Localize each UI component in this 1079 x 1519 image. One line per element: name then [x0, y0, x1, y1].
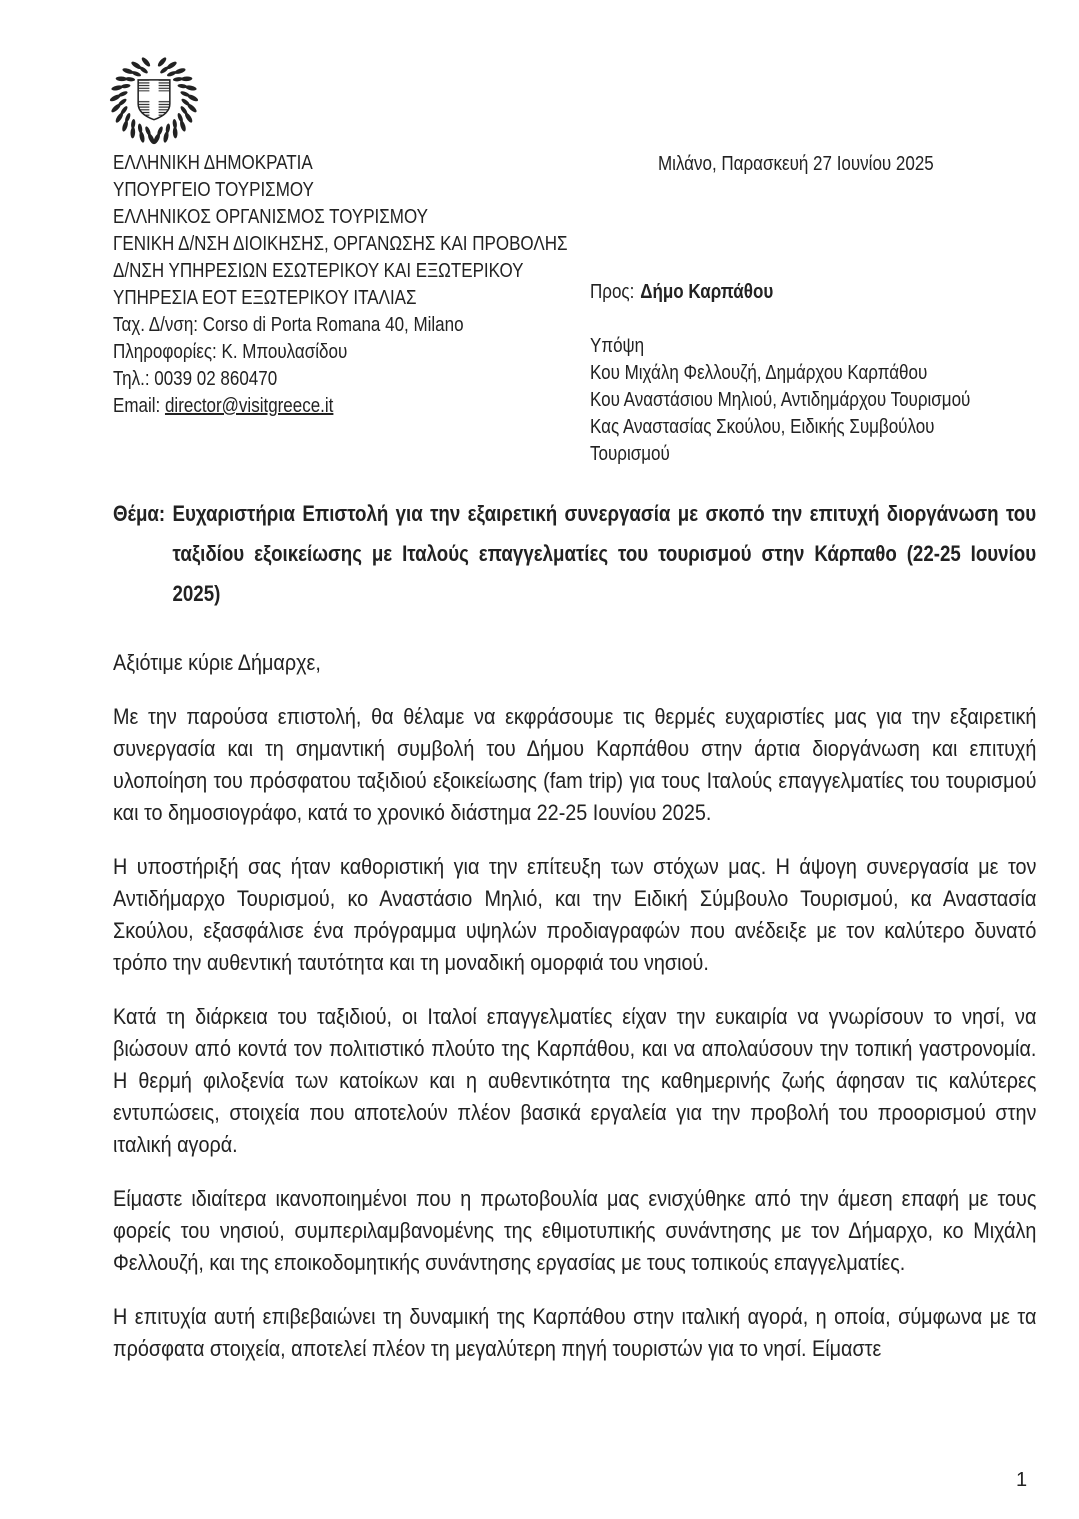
- sender-line-gen-dir: ΓΕΝΙΚΗ Δ/ΝΣΗ ΔΙΟΙΚΗΣΗΣ, ΟΡΓΑΝΩΣΗΣ ΚΑΙ ΠΡΟΒΟΛΗΣ: [113, 233, 568, 255]
- to-name: Δήμο Καρπάθου: [640, 281, 774, 303]
- attention-line: Τουρισμού: [590, 443, 670, 465]
- sender-contact-person: Πληροφορίες: Κ. Μπουλασίδου: [113, 341, 348, 363]
- attention-line: Κου Αναστάσιου Μηλιού, Αντιδημάρχου Τουρισμού: [590, 389, 971, 411]
- email-label: Email:: [113, 395, 161, 417]
- sender-line-gnto: ΕΛΛΗΝΙΚΟΣ ΟΡΓΑΝΙΣΜΟΣ ΤΟΥΡΙΣΜΟΥ: [113, 206, 428, 228]
- sender-line-office: ΥΠΗΡΕΣΙΑ ΕΟΤ ΕΞΩΤΕΡΙΚΟΥ ΙΤΑΛΙΑΣ: [113, 287, 417, 309]
- greek-coat-of-arms-icon: [106, 52, 202, 148]
- body-paragraph: Η επιτυχία αυτή επιβεβαιώνει τη δυναμική της Καρπάθου στην ιταλική αγορά, η οποία, σύμφωνα με τα πρόσφατα στοιχεία, αποτελεί πλέον τη μεγαλύτερη πηγή τουριστών για το νησί. Είμαστε: [113, 1304, 1037, 1361]
- salutation: Αξιότιμε κύριε Δήμαρχε,: [113, 650, 321, 675]
- attention-line: Κου Μιχάλη Φελλουζή, Δημάρχου Καρπάθου: [590, 362, 928, 384]
- body-paragraph: Με την παρούσα επιστολή, θα θέλαμε να εκφράσουμε τις θερμές ευχαριστίες μας για την εξαιρετική συνεργασία και τη σημαντική συμβολή του Δήμου Καρπάθου στην άρτια διοργάνωση και επιτυχή υλοποίηση του πρόσφατου ταξιδιού εξοικείωσης (fam trip) για τους Ιταλούς επαγγελματίες του τουρισμού και το δημοσιογράφο, κατά το χρονικό διάστημα 22-25 Ιουνίου 2025.: [113, 704, 1037, 825]
- subject-label: Θέμα:: [113, 501, 166, 526]
- sender-email-line: [113, 393, 567, 420]
- sender-line-republic: ΕΛΛΗΝΙΚΗ ΔΗΜΟΚΡΑΤΙΑ: [113, 152, 313, 174]
- page-number: 1: [1016, 1469, 1028, 1491]
- body-paragraph: Είμαστε ιδιαίτερα ικανοποιημένοι που η πρωτοβουλία μας ενισχύθηκε από την άμεση επαφή με τους φορείς του νησιού, συμπεριλαμβανομένης της εθιμοτυπικής συνάντησης με τον Δήμαρχο, κο Μιχάλη Φελλουζή, και της εποικοδομητικής συνάντησης εργασίας με τους τοπικούς επαγγελματίες.: [113, 1186, 1037, 1275]
- sender-block: [113, 150, 567, 420]
- to-label: Προς:: [590, 281, 635, 303]
- recipient-line: [590, 279, 773, 306]
- sender-line-dir: Δ/ΝΣΗ ΥΠΗΡΕΣΙΩΝ ΕΣΩΤΕΡΙΚΟΥ ΚΑΙ ΕΞΩΤΕΡΙΚΟΥ: [113, 260, 524, 282]
- email-link[interactable]: director@visitgreece.it: [164, 395, 334, 417]
- body-paragraph: Κατά τη διάρκεια του ταξιδιού, οι Ιταλοί επαγγελματίες είχαν την ευκαιρία να γνωρίσουν το νησί, να βιώσουν από κοντά τον πολιτιστικό πλούτο της Καρπάθου, και να απολαύσουν την τοπική γαστρονομία. Η θερμή φιλοξενία των κατοίκων και η αυθεντικότητα της καθημερινής ζωής άφησαν τις καλύτερες εντυπώσεις, στοιχεία που αποτελούν πλέον βασικά εργαλεία για την προβολή του προορισμού στην ιταλική αγορά.: [113, 1004, 1037, 1157]
- sender-address: Ταχ. Δ/νση: Corso di Porta Romana 40, Milano: [113, 314, 464, 336]
- letter-body: [113, 647, 1036, 1365]
- subject-line: [113, 494, 1036, 614]
- sender-line-ministry: ΥΠΟΥΡΓΕΙΟ ΤΟΥΡΙΣΜΟΥ: [113, 179, 314, 201]
- attention-label: Υπόψη: [590, 335, 645, 357]
- body-paragraph: Η υποστήριξή σας ήταν καθοριστική για την επίτευξη των στόχων μας. Η άψογη συνεργασία με τον Αντιδήμαρχο Τουρισμού, κο Αναστάσιο Μηλιό, και την Ειδική Σύμβουλο Τουρισμού, κα Αναστασία Σκούλου, εξασφάλισε ένα πρόγραμμα υψηλών προδιαγραφών που ανέδειξε με τον καλύτερο δυνατό τρόπο την αυθεντική ταυτότητα και τη μοναδική ομορφιά του νησιού.: [113, 854, 1037, 975]
- subject-text: Ευχαριστήρια Επιστολή για την εξαιρετική συνεργασία με σκοπό την επιτυχή διοργάνωση του ταξιδίου εξοικείωσης με Ιταλούς επαγγελματίες του τουρισμού στην Κάρπαθο (22-25 Ιουνίου 2025): [172, 501, 1037, 606]
- attention-block: [590, 333, 970, 468]
- dateline: Μιλάνο, Παρασκευή 27 Ιουνίου 2025: [658, 153, 934, 175]
- sender-phone: Τηλ.: 0039 02 860470: [113, 368, 278, 390]
- attention-line: Κας Αναστασίας Σκούλου, Ειδικής Συμβούλου: [590, 416, 935, 438]
